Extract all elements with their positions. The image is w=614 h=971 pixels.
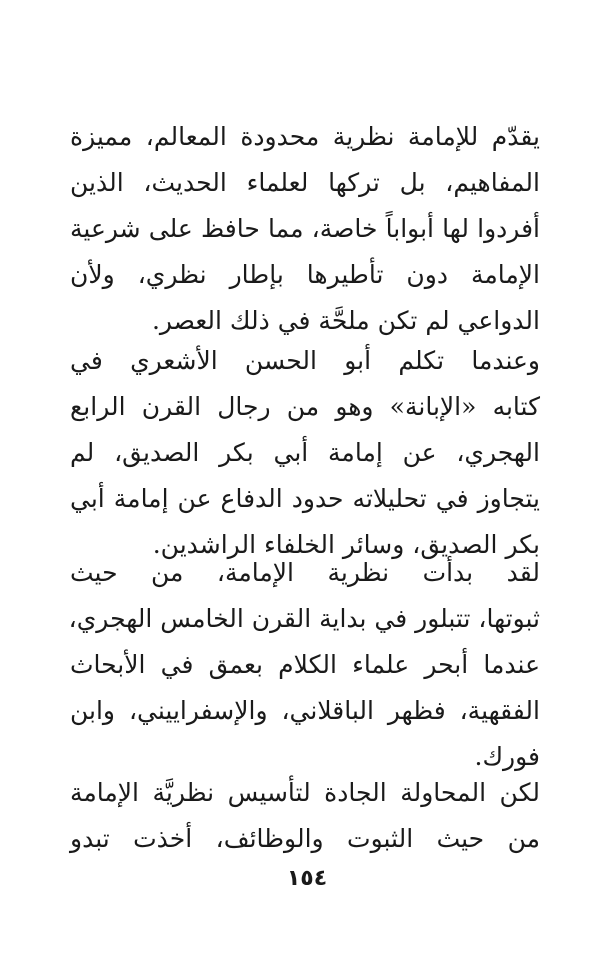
paragraph-line: أفردوا لها أبواباً خاصة، مما حافظ على شرعية: [70, 214, 540, 243]
paragraph-line: الإمامة دون تأطيرها بإطار نظري، ولأن: [70, 260, 540, 289]
paragraph-line: لقد بدأت نظرية الإمامة، من حيث: [70, 558, 540, 587]
paragraph-line: الهجري، عن إمامة أبي بكر الصديق، لم: [70, 438, 540, 467]
paragraph-2: [70, 338, 540, 568]
paragraph-line: يقدّم للإمامة نظرية محدودة المعالم، مميزة: [70, 122, 540, 151]
paragraph-line: عندما أبحر علماء الكلام بعمق في الأبحاث: [70, 650, 540, 679]
paragraph-line: يتجاوز في تحليلاته حدود الدفاع عن إمامة أبي: [70, 484, 540, 513]
paragraph-line: وعندما تكلم أبو الحسن الأشعري في: [70, 346, 540, 375]
page-number: ١٥٤: [286, 866, 328, 891]
paragraph-1: [70, 114, 540, 344]
paragraph-line: من حيث الثبوت والوظائف، أخذت تبدو: [70, 824, 540, 853]
paragraph-line: فورك.: [474, 742, 540, 771]
paragraph-line: ثبوتها، تتبلور في بداية القرن الخامس الهجري،: [68, 604, 540, 633]
paragraph-line: لكن المحاولة الجادة لتأسيس نظريَّة الإمامة: [70, 778, 540, 807]
paragraph-line: كتابه «الإبانة» وهو من رجال القرن الرابع: [70, 392, 540, 421]
paragraph-3: [70, 550, 540, 780]
paragraph-line: الفقهية، فظهر الباقلاني، والإسفراييني، وابن: [70, 696, 540, 725]
paragraph-line: بكر الصديق، وسائر الخلفاء الراشدين.: [152, 530, 540, 559]
paragraph-4: [70, 770, 540, 862]
paragraph-line: المفاهيم، بل تركها لعلماء الحديث، الذين: [70, 168, 540, 197]
paragraph-line: الدواعي لم تكن ملحَّة في ذلك العصر.: [151, 306, 540, 335]
